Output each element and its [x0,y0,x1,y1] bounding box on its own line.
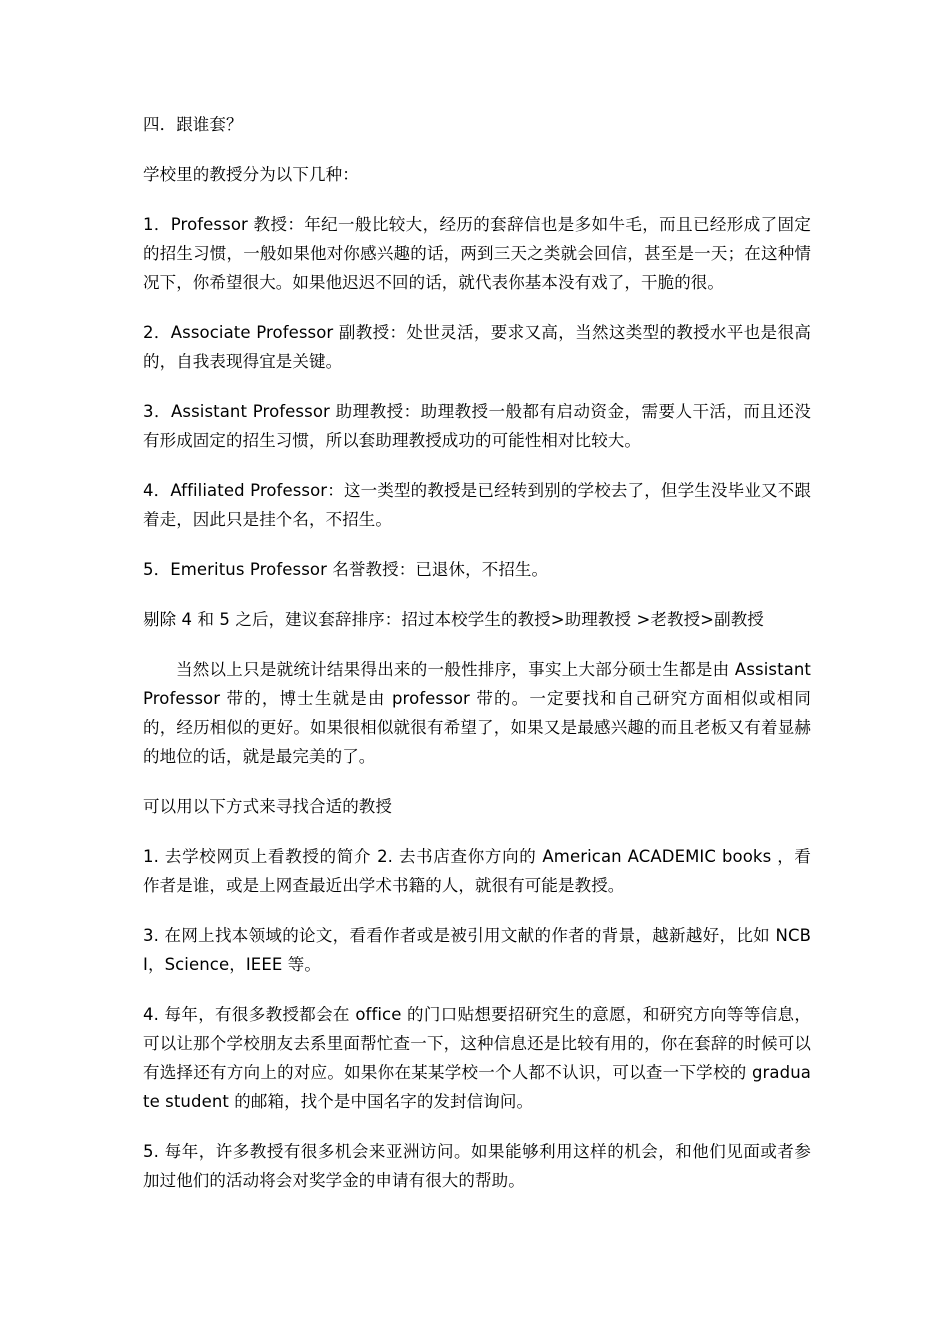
intro-paragraph: 学校里的教授分为以下几种： [143,165,359,184]
list-item-emeritus-professor: 5．Emeritus Professor 名誉教授：已退休，不招生。 [143,560,549,579]
methods-heading: 可以用以下方式来寻找合适的教授 [143,797,392,816]
method-item-1-2: 1. 去学校网页上看教授的简介 2. 去书店查你方向的 American ACADEMIC books ，看作者是谁，或是上网查最近出学术书籍的人，就很有可能是教授。 [143,847,811,895]
list-item-associate-professor: 2．Associate Professor 副教授：处世灵活，要求又高，当然这类型的教授水平也是很高的，自我表现得宜是关键。 [143,323,811,371]
list-item-assistant-professor: 3．Assistant Professor 助理教授：助理教授一般都有启动资金，需要人干活，而且还没有形成固定的招生习惯，所以套助理教授成功的可能性相对比较大。 [143,402,811,450]
section-heading: 四．跟谁套？ [143,115,243,134]
ranking-paragraph: 剔除 4 和 5 之后，建议套辞排序：招过本校学生的教授>助理教授 >老教授>副教授 [143,610,764,629]
method-item-4: 4. 每年，有很多教授都会在 office 的门口贴想要招研究生的意愿，和研究方向等等信息，可以让那个学校朋友去系里面帮忙查一下，这种信息还是比较有用的，你在套辞的时候可以有选择还有方向上的对应。如果你在某某学校一个人都不认识，可以查一下学校的 graduate student 的邮箱，找个是中国名字的发封信询问。 [143,1005,811,1111]
method-item-3: 3. 在网上找本领域的论文，看看作者或是被引用文献的作者的背景，越新越好，比如 NCBI，Science，IEEE 等。 [143,926,811,974]
list-item-professor: 1．Professor 教授：年纪一般比较大，经历的套辞信也是多如牛毛，而且已经形成了固定的招生习惯，一般如果他对你感兴趣的话，两到三天之类就会回信，甚至是一天；在这种情况下，你希望很大。如果他迟迟不回的话，就代表你基本没有戏了，干脆的很。 [143,215,811,292]
method-item-5: 5. 每年，许多教授有很多机会来亚洲访问。如果能够利用这样的机会，和他们见面或者参加过他们的活动将会对奖学金的申请有很大的帮助。 [143,1142,811,1190]
document-page [143,110,811,1216]
explanation-paragraph: 当然以上只是就统计结果得出来的一般性排序，事实上大部分硕士生都是由 Assistant Professor 带的，博士生就是由 professor 带的。一定要找和自己研究方面相似或相同的，经历相似的更好。如果很相似就很有希望了，如果又是最感兴趣的而且老板又有着显赫的地位的话，就是最完美的了。 [143,660,811,766]
list-item-affiliated-professor: 4．Affiliated Professor：这一类型的教授是已经转到别的学校去了，但学生没毕业又不跟着走，因此只是挂个名，不招生。 [143,481,811,529]
